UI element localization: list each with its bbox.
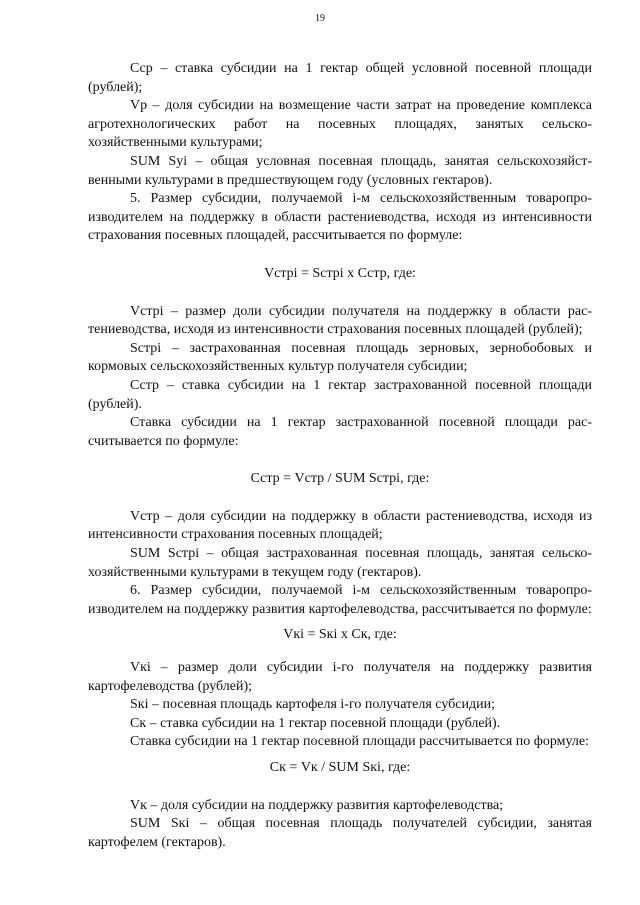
paragraph-vk-definition: Vк – доля субсидии на поддержку развития картофелеводства;	[130, 797, 504, 813]
paragraph-vki-definition: Vкi – размер доли субсидии i-го получателя на поддержку развития картофелеводства (рублей);	[88, 660, 592, 694]
paragraph-ssr-definition: Сср – ставка субсидии на 1 гектар общей условной посевной площади (рублей);	[88, 61, 592, 95]
formula-sstr: Сстр = Vстр / SUM Sстрi, где:	[250, 471, 430, 487]
paragraph-ski-definition: Sкi – посевная площадь картофеля i-го получателя субсидии;	[130, 697, 495, 713]
paragraph-sum-sstri-definition: SUM Sстрi – общая застрахованная посевная площадь, занятая сельскохозяйственными культурами в текущем году (гектаров).	[88, 546, 592, 580]
paragraph-sum-ski-definition: SUM Sкi – общая посевная площадь получателей субсидии, занятая картофелем (гектаров).	[88, 816, 592, 850]
paragraph-vr-definition: Vр – доля субсидии на возмещение части затрат на проведение комплекса агротехнологических работ на посевных площадях, занятых сельскохозяйственными культурами;	[88, 98, 592, 151]
paragraph-item-5: 5. Размер субсидии, получаемой i-м сельскохозяйственным товаропроизводителем на поддержку в области растениеводства, исходя из интенсивности страхования посевных площадей, рассчитывается по формуле:	[88, 191, 592, 244]
paragraph-sstri-definition: Sстрi – застрахованная посевная площадь зерновых, зернобобовых и кормовых сельскохозяйственных культур получателя субсидии;	[88, 340, 592, 375]
formula-vstri: Vстрi = Sстрi х Сстр, где:	[264, 265, 416, 281]
paragraph-sstr-definition: Сстр – ставка субсидии на 1 гектар застрахованной посевной площади (рублей).	[88, 377, 592, 412]
paragraph-item-6: 6. Размер субсидии, получаемой i-м сельскохозяйственным товаропроизводителем на поддержку развития картофелеводства, рассчитывается по формуле:	[88, 583, 592, 617]
paragraph-vstri-definition: Vстрi – размер доли субсидии получателя на поддержку в области растениеводства, исходя из интенсивности страхования посевных площадей (рублей);	[88, 303, 592, 338]
paragraph-sum-syi-definition: SUM Sуi – общая условная посевная площадь, занятая сельскохозяйственными культурами в предшествующем году (условных гектаров).	[88, 153, 592, 188]
formula-sk: Ск = Vк / SUM Sкi, где:	[269, 760, 411, 775]
paragraph-sk-rate-intro: Ставка субсидии на 1 гектар посевной площади рассчитывается по формуле:	[130, 734, 589, 750]
paragraph-sk-definition: Ск – ставка субсидии на 1 гектар посевной площади (рублей).	[130, 715, 501, 731]
document-body	[88, 60, 592, 852]
page-number: 19	[315, 13, 325, 24]
paragraph-vstr-definition: Vстр – доля субсидии на поддержку в области растениеводства, исходя из интенсивности страхования посевных площадей;	[88, 508, 592, 543]
paragraph-sstr-rate-intro: Ставка субсидии на 1 гектар застрахованной посевной площади рассчитывается по формуле:	[88, 415, 592, 449]
formula-vki: Vкi = Sкi х Ск, где:	[283, 627, 397, 643]
